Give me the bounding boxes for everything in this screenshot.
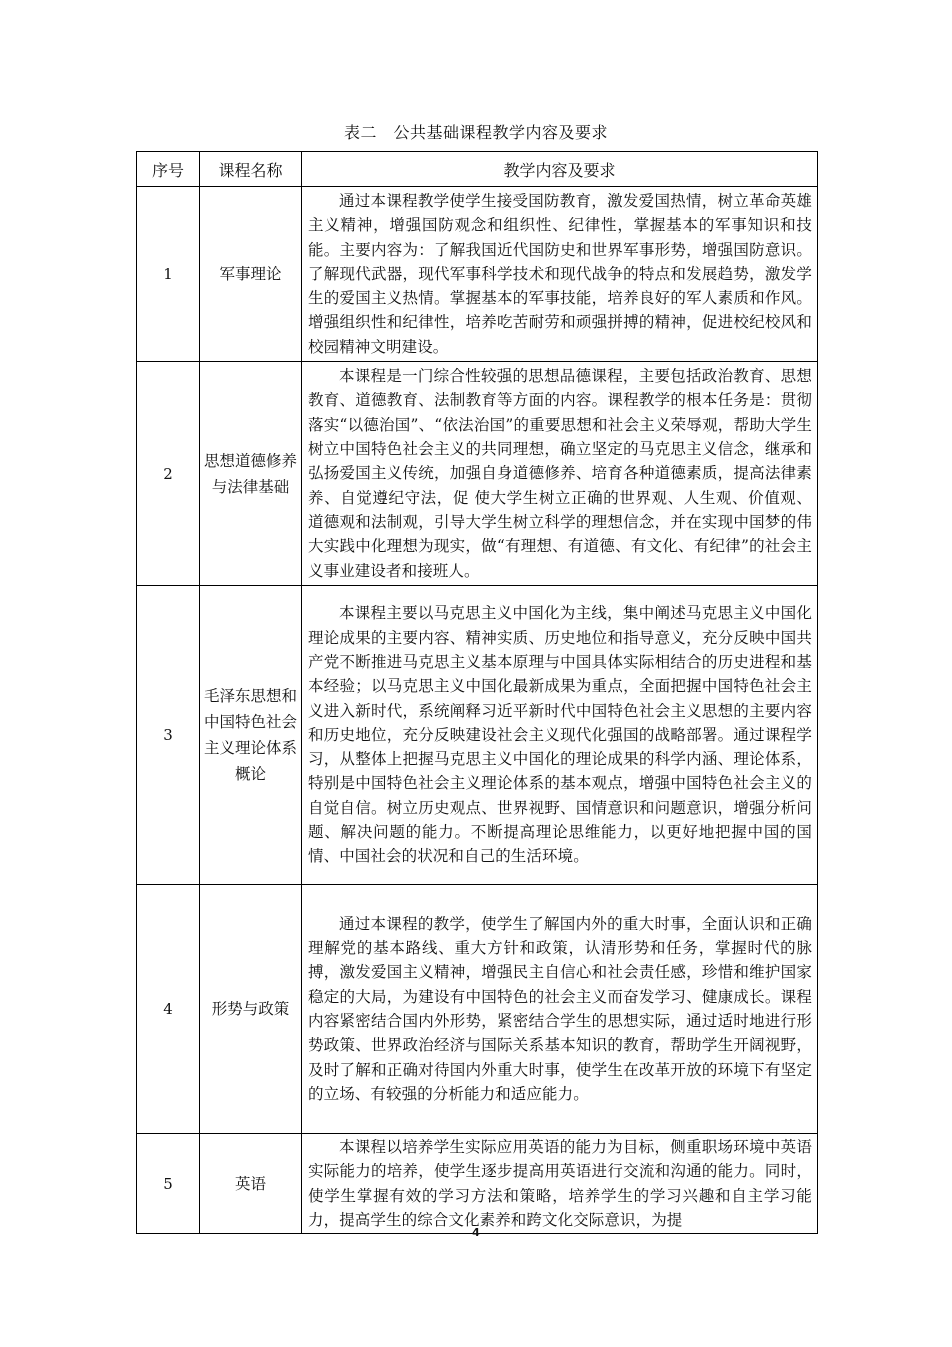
table-header-row [137, 152, 818, 187]
row-course-name: 毛泽东思想和中国特色社会主义理论体系概论 [200, 586, 302, 885]
row-no: 5 [137, 1134, 200, 1234]
header-content: 教学内容及要求 [302, 152, 818, 187]
row-content: 本课程以培养学生实际应用英语的能力为目标，侧重职场环境中英语实际能力的培养，使学生逐步提高用英语进行交流和沟通的能力。同时，使学生掌握有效的学习方法和策略，培养学生的学习兴趣和自主学习能力，提高学生的综合文化素养和跨文化交际意识，为提 [302, 1134, 818, 1234]
table-row [137, 885, 818, 1134]
row-course-name: 思想道德修养与法律基础 [200, 362, 302, 586]
row-no: 1 [137, 187, 200, 362]
row-course-name: 形势与政策 [200, 885, 302, 1134]
table-row [137, 362, 818, 586]
row-content: 本课程是一门综合性较强的思想品德课程，主要包括政治教育、思想教育、道德教育、法制教育等方面的内容。课程教学的根本任务是：贯彻落实“以德治国”、“依法治国”的重要思想和社会主义荣辱观，帮助大学生树立中国特色社会主义的共同理想，确立坚定的马克思主义信念，继承和弘扬爱国主义传统，加强自身道德修养、培育各种道德素质，提高法律素养、自觉遵纪守法，促 使大学生树立正确的世界观、人生观、价值观、道德观和法制观，引导大学生树立科学的理想信念，并在实现中国梦的伟大实践中化理想为现实，做“有理想、有道德、有文化、有纪律”的社会主义事业建设者和接班人。 [302, 362, 818, 586]
table-row [137, 1134, 818, 1234]
row-content: 通过本课程的教学，使学生了解国内外的重大时事，全面认识和正确理解党的基本路线、重大方针和政策，认清形势和任务，掌握时代的脉搏，激发爱国主义精神，增强民主自信心和社会责任感，珍惜和维护国家稳定的大局，为建设有中国特色的社会主义而奋发学习、健康成长。课程内容紧密结合国内外形势，紧密结合学生的思想实际，通过适时地进行形势政策、世界政治经济与国际关系基本知识的教育，帮助学生开阔视野，及时了解和正确对待国内外重大时事，使学生在改革开放的环境下有坚定的立场、有较强的分析能力和适应能力。 [302, 885, 818, 1134]
row-content: 通过本课程教学使学生接受国防教育，激发爱国热情，树立革命英雄主义精神，增强国防观念和组织性、纪律性，掌握基本的军事知识和技能。主要内容为：了解我国近代国防史和世界军事形势，增强国防意识。了解现代武器，现代军事科学技术和现代战争的特点和发展趋势，激发学生的爱国主义热情。掌握基本的军事技能，培养良好的军人素质和作风。增强组织性和纪律性，培养吃苦耐劳和顽强拼搏的精神，促进校纪校风和校园精神文明建设。 [302, 187, 818, 362]
table-caption: 表二 公共基础课程教学内容及要求 [343, 123, 608, 142]
row-content: 本课程主要以马克思主义中国化为主线，集中阐述马克思主义中国化理论成果的主要内容、精神实质、历史地位和指导意义，充分反映中国共产党不断推进马克思主义基本原理与中国具体实际相结合的历史进程和基本经验；以马克思主义中国化最新成果为重点，全面把握中国特色社会主义进入新时代，系统阐释习近平新时代中国特色社会主义思想的主要内容和历史地位，充分反映建设社会主义现代化强国的战略部署。通过课程学习，从整体上把握马克思主义中国化的理论成果的科学内涵、理论体系，特别是中国特色社会主义理论体系的基本观点，增强中国特色社会主义的自觉自信。树立历史观点、世界视野、国情意识和问题意识，增强分析问题、解决问题的能力。不断提高理论思维能力，以更好地把握中国的国情、中国社会的状况和自己的生活环境。 [302, 586, 818, 885]
course-table [136, 151, 818, 1234]
page-number: 4 [472, 1226, 480, 1239]
table-row [137, 187, 818, 362]
row-no: 2 [137, 362, 200, 586]
header-no: 序号 [137, 152, 200, 187]
row-course-name: 军事理论 [200, 187, 302, 362]
row-no: 4 [137, 885, 200, 1134]
table-row [137, 586, 818, 885]
header-course-name: 课程名称 [200, 152, 302, 187]
row-course-name: 英语 [200, 1134, 302, 1234]
row-no: 3 [137, 586, 200, 885]
